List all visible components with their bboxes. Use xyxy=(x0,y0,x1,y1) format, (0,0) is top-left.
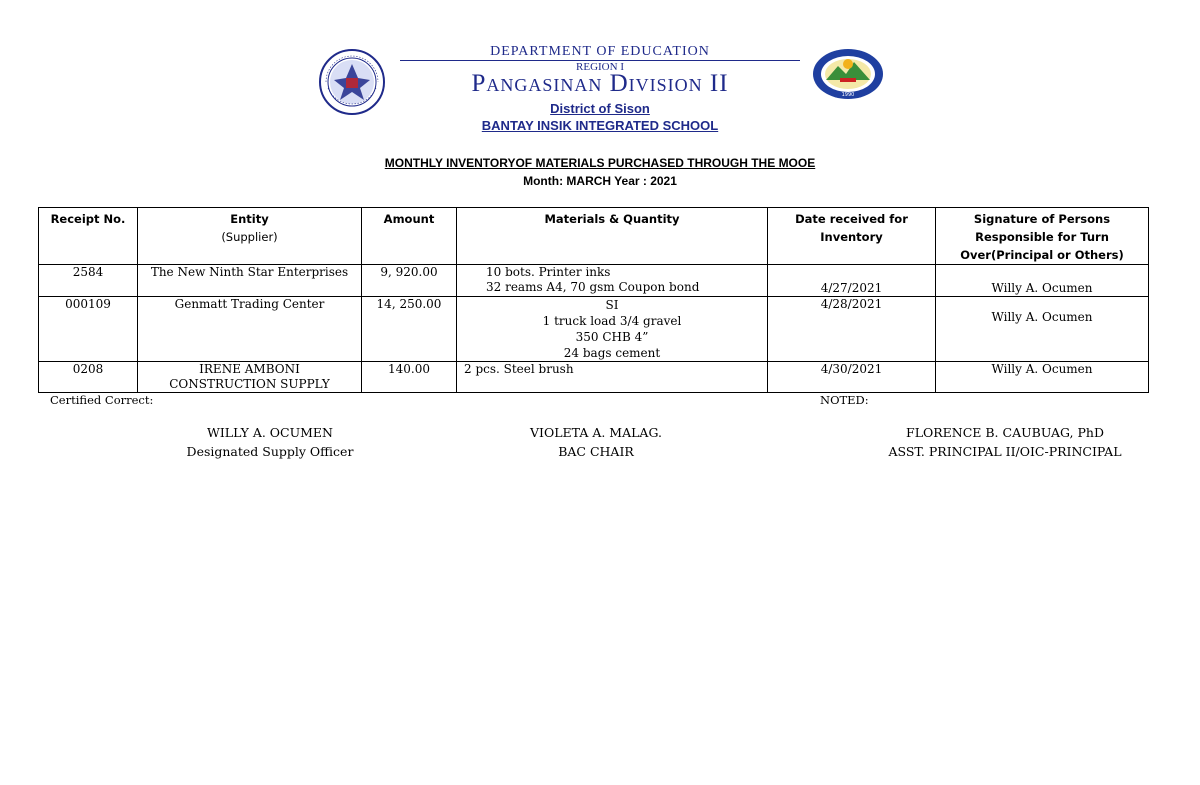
materials-cell: 2 pcs. Steel brush xyxy=(457,362,768,393)
entity-cell: IRENE AMBONI CONSTRUCTION SUPPLY xyxy=(138,362,362,393)
signatory-name: WILLY A. OCUMEN xyxy=(207,425,333,440)
school-name: BANTAY INSIK INTEGRATED SCHOOL xyxy=(481,118,719,133)
amount-cell: 14, 250.00 xyxy=(362,297,457,362)
table-row xyxy=(39,265,1149,297)
col-header-entity: Entity (Supplier) xyxy=(138,208,362,265)
entity-cell: The New Ninth Star Enterprises xyxy=(138,265,362,297)
signatory-name: FLORENCE B. CAUBUAG, PhD xyxy=(906,425,1104,440)
entity-cell: Genmatt Trading Center xyxy=(138,297,362,362)
report-title: MONTHLY INVENTORYOF MATERIALS PURCHASED THROUGH THE MOOE xyxy=(384,156,816,170)
col-header-amount: Amount xyxy=(362,208,457,265)
deped-seal-icon xyxy=(318,48,386,116)
receipt-cell: 2584 xyxy=(39,265,138,297)
materials-cell: SI 1 truck load 3/4 gravel 350 CHB 4” 24 bags cement xyxy=(457,297,768,362)
report-period: Month: MARCH Year : 2021 xyxy=(523,174,677,188)
signature-cell: Willy A. Ocumen xyxy=(936,362,1149,393)
inventory-table xyxy=(38,207,1149,393)
amount-cell: 140.00 xyxy=(362,362,457,393)
district-name: District of Sison xyxy=(550,101,650,116)
svg-text:1990: 1990 xyxy=(841,92,855,98)
certified-correct-label: Certified Correct: xyxy=(50,393,154,407)
amount-cell: 9, 920.00 xyxy=(362,265,457,297)
noted-label: NOTED: xyxy=(820,393,869,407)
signatory-title: BAC CHAIR xyxy=(558,444,634,459)
receipt-cell: 0208 xyxy=(39,362,138,393)
department-name: DEPARTMENT OF EDUCATION xyxy=(490,44,710,59)
col-header-receipt: Receipt No. xyxy=(39,208,138,265)
pangasinan-division-seal-icon xyxy=(812,48,884,100)
table-header-row xyxy=(39,208,1149,265)
table-row xyxy=(39,297,1149,362)
receipt-cell: 000109 xyxy=(39,297,138,362)
table-row xyxy=(39,362,1149,393)
signature-cell: Willy A. Ocumen xyxy=(936,265,1149,297)
signatory-name: VIOLETA A. MALAG. xyxy=(530,425,662,440)
signature-cell: Willy A. Ocumen xyxy=(936,297,1149,362)
date-cell: 4/28/2021 xyxy=(768,297,936,362)
col-header-materials: Materials & Quantity xyxy=(457,208,768,265)
signatory-bac-chair xyxy=(476,423,716,461)
signatory-title: Designated Supply Officer xyxy=(186,444,354,459)
signatory-supply-officer xyxy=(150,423,390,461)
signatory-principal xyxy=(850,423,1160,461)
date-cell: 4/27/2021 xyxy=(768,265,936,297)
signatory-title: ASST. PRINCIPAL II/OIC-PRINCIPAL xyxy=(888,444,1122,459)
date-cell: 4/30/2021 xyxy=(768,362,936,393)
col-header-date: Date received for Inventory xyxy=(768,208,936,265)
col-header-signature: Signature of Persons Responsible for Turn Over(Principal or Others) xyxy=(936,208,1149,265)
region-name: REGION I xyxy=(576,61,624,73)
division-name: Pangasinan Division II xyxy=(471,70,729,97)
materials-cell: 10 bots. Printer inks 32 reams A4, 70 gsm Coupon bond xyxy=(457,265,768,297)
